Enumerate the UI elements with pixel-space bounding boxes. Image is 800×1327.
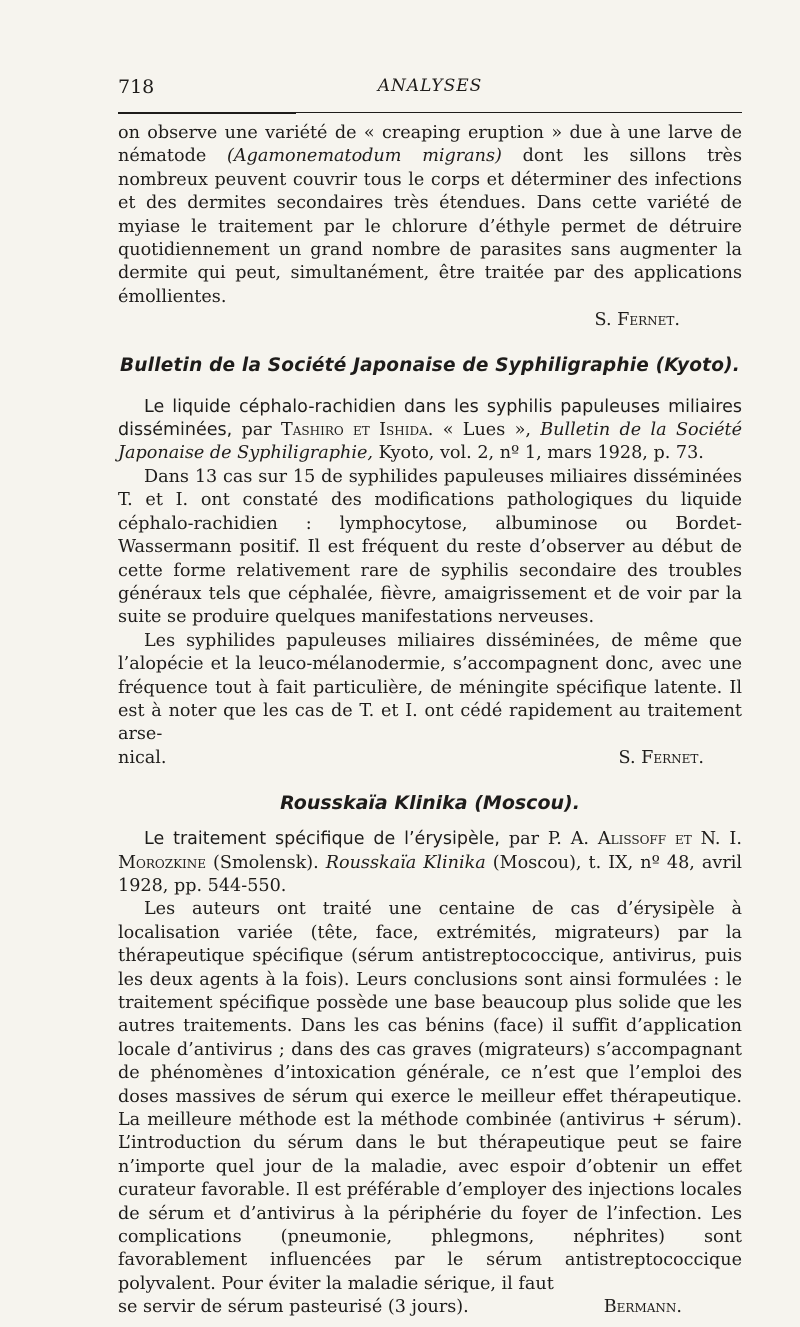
signature-block (619, 747, 742, 770)
page-body (118, 122, 742, 1320)
text-run: « Lues », (433, 420, 541, 441)
page-number: 718 (118, 76, 155, 98)
signature (118, 1296, 742, 1319)
article-paragraph: Dans 13 cas sur 15 de syphilides papuleuses miliaires disséminées T. et I. ont constaté des modifications pathologiques du liquide céphalo-rachidien : lymphocytose, albuminose ou Bordet-Wassermann positif. Il est fréquent du reste d’observer au début de cette forme relativement rare de syphilis secondaire des troubles généraux tels que céphalée, fièvre, amaigrissement et de voir par la suite se produire quelques manifestations nerveuses. (118, 466, 742, 628)
paragraph-end: nical. (118, 747, 167, 768)
signature (118, 309, 742, 332)
text-run: par (232, 420, 281, 441)
running-title: ANALYSES (377, 76, 483, 96)
text-run: dont les sillons très nombreux peuvent couvrir tous le corps et déterminer des infections et des dermites secondaires très étendues. Dans cette variété de myiase le traitement par le chlorure d’éthyle permet de détruire quotidiennement un grand nombre de parasites sans augmenter la dermite qui peut, simultanément, être traitée par des applications émollientes. (118, 146, 742, 307)
text-run: par P. A. (499, 829, 598, 850)
article-reference (118, 396, 742, 466)
article-paragraph: Les syphilides papuleuses miliaires disséminées, de même que l’alopécie et la leuco-mélanodermie, s’accompagnent donc, avec une fréquence tout à fait particulière, de méningite spécifique latente. Il est à noter que les cas de T. et I. ont cédé rapidement au traitement arse- (118, 630, 742, 745)
continued-paragraph (118, 122, 742, 309)
journal-heading: Bulletin de la Société Japonaise de Syphiligraphie (Kyoto). (119, 354, 740, 376)
species-name: (Agamonematodum migrans) (227, 146, 502, 167)
text-run: on observe une variété de « creaping eruption » due à une larve de nématode (118, 123, 742, 167)
signature (118, 747, 742, 770)
article-authors: Alissoff et N. I. Morozkine (118, 829, 742, 873)
signature-name: Bermann. (603, 1297, 682, 1318)
source-journal: Rousskaïa Klinika (325, 852, 486, 873)
signature-initial: S. (618, 747, 636, 768)
signature-initial: S. (594, 310, 612, 331)
source-journal: Bulletin de la Société Japonaise de Syphiligraphie, (118, 420, 742, 464)
text-run: (Smolensk). (206, 852, 326, 873)
article-authors: Tashiro et Ishida. (281, 420, 434, 441)
text-run: Kyoto, vol. 2, nº 1, mars 1928, p. 73. (373, 443, 704, 464)
article-reference (118, 828, 742, 898)
journal-heading: Rousskaïa Klinika (Moscou). (280, 792, 580, 815)
article-paragraph: Les auteurs ont traité une centaine de cas d’érysipèle à localisation variée (tête, face, extrémités, migrateurs) par la thérapeutique spécifique (sérum antistreptococcique, antivirus, puis les deux agents à la fois). Leurs conclusions sont ainsi formulées : le traitement spécifique possède une base beaucoup plus solide que les autres traitements. Dans les cas bénins (face) il suffit d’application locale d’antivirus ; dans des cas graves (migrateurs) s’accompagnant de phénomènes d’intoxication générale, ce n’est que l’emploi des doses massives de sérum qui exerce le meilleur effet thérapeutique. La meilleure méthode est la méthode combinée (antivirus + sérum). L’introduction du sérum dans le but thérapeutique peut se faire n’importe quel jour de la maladie, avec espoir d’obtenir un effet curateur favorable. Il est préférable d’employer des injections locales de sérum et d’antivirus à la périphérie du foyer de l’infection. Les complications (pneumonie, phlegmons, néphrites) sont favorablement influencées par le sérum antistreptococcique polyvalent. Pour éviter la maladie sérique, il faut (118, 899, 742, 1294)
paragraph-end: se servir de sérum pasteurisé (3 jours). (118, 1297, 469, 1318)
signature-name: Fernet. (641, 747, 704, 768)
header-rule-thick (118, 112, 296, 114)
article-title: Le liquide céphalo-rachidien dans les syphilis papuleuses miliaires disséminées, (118, 396, 742, 441)
running-header (118, 76, 742, 106)
text-run: (Moscou), t. IX, nº 48, avril 1928, pp. 544-550. (118, 852, 742, 896)
signature-name: Fernet. (617, 310, 680, 331)
article-title: Le traitement spécifique de l’érysipèle, (144, 829, 500, 850)
header-rule-thin (296, 112, 742, 113)
